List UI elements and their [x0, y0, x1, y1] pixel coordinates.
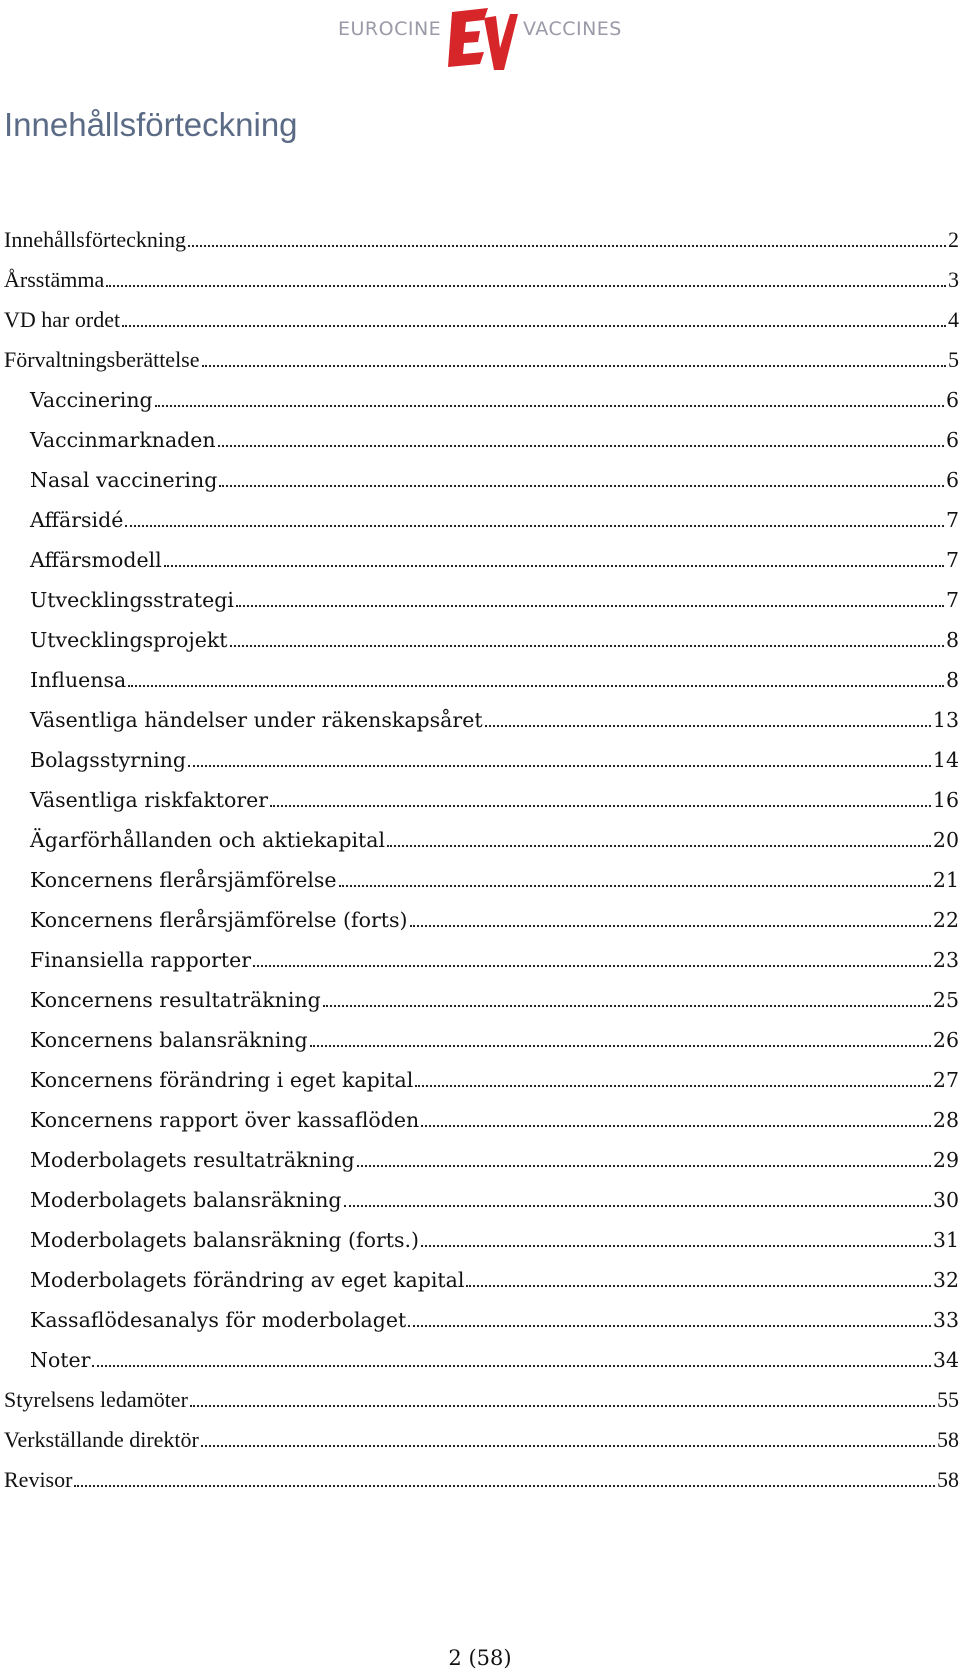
toc-dot-leader — [253, 963, 931, 967]
toc-entry[interactable] — [4, 812, 959, 852]
toc-entry-page: 23 — [932, 948, 959, 972]
toc-dot-leader — [310, 1043, 931, 1047]
toc-dot-leader — [218, 443, 944, 447]
toc-entry[interactable] — [4, 452, 959, 492]
toc-entry[interactable] — [4, 692, 959, 732]
toc-entry-label: Koncernens resultaträkning — [30, 988, 321, 1012]
toc-entry[interactable] — [4, 1012, 959, 1052]
toc-entry-page: 27 — [932, 1068, 959, 1092]
toc-entry-page: 32 — [932, 1268, 959, 1292]
toc-entry[interactable] — [4, 1452, 959, 1492]
toc-entry[interactable] — [4, 252, 959, 292]
toc-entry-label: Moderbolagets förändring av eget kapital — [30, 1268, 465, 1292]
toc-entry-page: 8 — [945, 628, 959, 652]
toc-entry-page: 6 — [945, 428, 959, 452]
toc-dot-leader — [92, 1363, 930, 1367]
toc-entry-page: 6 — [945, 388, 959, 412]
toc-entry-page: 4 — [948, 307, 959, 332]
toc-dot-leader — [323, 1003, 931, 1007]
toc-entry[interactable] — [4, 212, 959, 252]
toc-dot-leader — [122, 323, 946, 327]
toc-entry-page: 26 — [932, 1028, 959, 1052]
toc-entry-label: Innehållsförteckning — [4, 227, 187, 252]
toc-entry-page: 7 — [945, 588, 959, 612]
toc-entry-label: Väsentliga riskfaktorer — [30, 788, 269, 812]
toc-entry[interactable] — [4, 572, 959, 612]
toc-entry-label: Affärsidé — [30, 508, 124, 532]
toc-entry[interactable] — [4, 892, 959, 932]
toc-entry-label: Koncernens rapport över kassaflöden — [30, 1108, 420, 1132]
toc-dot-leader — [421, 1123, 931, 1127]
toc-entry-page: 33 — [932, 1308, 959, 1332]
toc-entry-label: Revisor — [4, 1467, 73, 1492]
toc-entry-label: Utvecklingsstrategi — [30, 588, 234, 612]
toc-entry[interactable] — [4, 292, 959, 332]
toc-entry-label: Årsstämma — [4, 267, 105, 292]
toc-entry-page: 13 — [932, 708, 959, 732]
toc-entry-page: 3 — [948, 267, 959, 292]
toc-entry[interactable] — [4, 1212, 959, 1252]
toc-entry[interactable] — [4, 412, 959, 452]
toc-dot-leader — [236, 603, 944, 607]
toc-dot-leader — [125, 523, 944, 527]
toc-entry-page: 28 — [932, 1108, 959, 1132]
toc-entry-label: Bolagsstyrning — [30, 748, 187, 772]
toc-entry-page: 16 — [932, 788, 959, 812]
toc-entry-label: Moderbolagets balansräkning — [30, 1188, 342, 1212]
page-number: 2 (58) — [448, 1646, 512, 1670]
toc-entry-page: 31 — [932, 1228, 959, 1252]
toc-entry-label: Koncernens flerårsjämförelse (forts) — [30, 908, 408, 932]
toc-entry-label: Koncernens flerårsjämförelse — [30, 868, 337, 892]
toc-entry-label: Förvaltningsberättelse — [4, 347, 200, 372]
toc-dot-leader — [485, 723, 931, 727]
eurocine-logo-icon — [440, 4, 520, 72]
toc-dot-leader — [155, 403, 944, 407]
toc-dot-leader — [410, 923, 931, 927]
toc-dot-leader — [415, 1083, 931, 1087]
toc-dot-leader — [270, 803, 931, 807]
toc-dot-leader — [387, 843, 931, 847]
toc-entry[interactable] — [4, 1252, 959, 1292]
toc-entry-page: 30 — [932, 1188, 959, 1212]
toc-dot-leader — [408, 1323, 931, 1327]
toc-dot-leader — [219, 483, 944, 487]
toc-entry[interactable] — [4, 732, 959, 772]
toc-entry[interactable] — [4, 1372, 959, 1412]
toc-entry[interactable] — [4, 972, 959, 1012]
toc-dot-leader — [164, 563, 944, 567]
toc-entry-label: Väsentliga händelser under räkenskapsåret — [30, 708, 483, 732]
brand-name-right: VACCINES — [523, 18, 622, 40]
toc-entry-label: Styrelsens ledamöter — [4, 1387, 188, 1412]
toc-entry-page: 6 — [945, 468, 959, 492]
toc-entry-label: Kassaflödesanalys för moderbolaget — [30, 1308, 407, 1332]
toc-entry[interactable] — [4, 932, 959, 972]
toc-entry-page: 7 — [945, 548, 959, 572]
toc-entry-page: 21 — [932, 868, 959, 892]
toc-entry[interactable] — [4, 1092, 959, 1132]
toc-dot-leader — [344, 1203, 931, 1207]
toc-entry[interactable] — [4, 1332, 959, 1372]
toc-entry[interactable] — [4, 652, 959, 692]
toc-entry[interactable] — [4, 1172, 959, 1212]
toc-entry-page: 2 — [948, 227, 959, 252]
toc-entry-page: 25 — [932, 988, 959, 1012]
toc-entry-page: 55 — [937, 1387, 959, 1412]
toc-entry[interactable] — [4, 612, 959, 652]
toc-entry-label: Koncernens balansräkning — [30, 1028, 308, 1052]
toc-entry-label: Nasal vaccinering — [30, 468, 218, 492]
toc-dot-leader — [466, 1283, 930, 1287]
toc-entry[interactable] — [4, 1412, 959, 1452]
toc-entry-label: Noter — [30, 1348, 91, 1372]
toc-entry-page: 22 — [932, 908, 959, 932]
toc-dot-leader — [339, 883, 931, 887]
toc-entry[interactable] — [4, 332, 959, 372]
toc-entry-label: Finansiella rapporter — [30, 948, 252, 972]
toc-entry-label: Vaccinmarknaden — [30, 428, 216, 452]
toc-entry-page: 34 — [932, 1348, 959, 1372]
toc-entry-label: VD har ordet — [4, 307, 121, 332]
toc-entry-page: 29 — [932, 1148, 959, 1172]
toc-entry[interactable] — [4, 492, 959, 532]
toc-dot-leader — [188, 763, 931, 767]
toc-entry-page: 8 — [945, 668, 959, 692]
toc-dot-leader — [74, 1483, 935, 1487]
toc-entry-label: Verkställande direktör — [4, 1427, 199, 1452]
toc-entry[interactable] — [4, 532, 959, 572]
toc-entry-page: 58 — [937, 1467, 959, 1492]
toc-entry-label: Utvecklingsprojekt — [30, 628, 228, 652]
toc-dot-leader — [230, 643, 944, 647]
toc-entry-page: 14 — [932, 748, 959, 772]
table-of-contents — [4, 212, 959, 1492]
toc-dot-leader — [128, 683, 944, 687]
toc-entry-page: 7 — [945, 508, 959, 532]
toc-entry-label: Affärsmodell — [30, 548, 162, 572]
toc-entry-label: Vaccinering — [30, 388, 153, 412]
toc-entry-label: Moderbolagets balansräkning (forts.) — [30, 1228, 420, 1252]
toc-dot-leader — [190, 1403, 935, 1407]
page-title: Innehållsförteckning — [4, 106, 298, 143]
toc-entry-page: 58 — [937, 1427, 959, 1452]
toc-entry[interactable] — [4, 852, 959, 892]
toc-entry-label: Moderbolagets resultaträkning — [30, 1148, 355, 1172]
toc-dot-leader — [201, 1443, 935, 1447]
toc-dot-leader — [106, 283, 946, 287]
toc-entry[interactable] — [4, 1292, 959, 1332]
page-header — [0, 4, 960, 74]
toc-entry[interactable] — [4, 1052, 959, 1092]
toc-entry-label: Influensa — [30, 668, 127, 692]
toc-entry-page: 20 — [932, 828, 959, 852]
toc-entry-label: Koncernens förändring i eget kapital — [30, 1068, 414, 1092]
toc-dot-leader — [188, 243, 946, 247]
toc-entry-page: 5 — [948, 347, 959, 372]
toc-dot-leader — [357, 1163, 931, 1167]
toc-dot-leader — [202, 363, 946, 367]
brand-name-left: EUROCINE — [338, 18, 442, 40]
toc-dot-leader — [421, 1243, 931, 1247]
toc-entry[interactable] — [4, 772, 959, 812]
toc-entry[interactable] — [4, 1132, 959, 1172]
toc-entry-label: Ägarförhållanden och aktiekapital — [30, 828, 386, 852]
toc-entry[interactable] — [4, 372, 959, 412]
